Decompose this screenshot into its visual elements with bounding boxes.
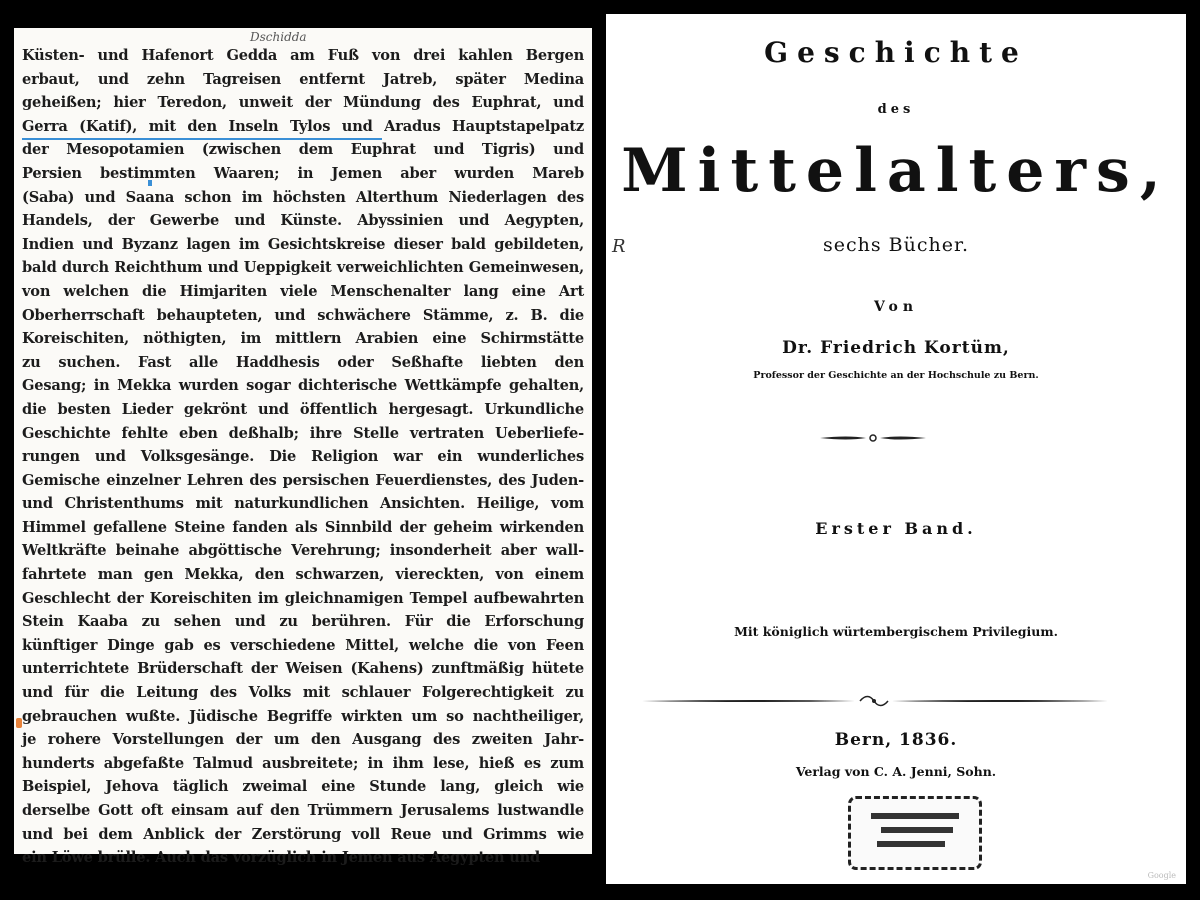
text-line: geheißen; hier Teredon, unweit der Mündung des Euphrat, und bbox=[22, 94, 584, 112]
text-line: unterrichtete Brüderschaft der Weisen (Kahens) zunftmäßig hütete bbox=[22, 660, 584, 678]
publisher: Verlag von C. A. Jenni, Sohn. bbox=[795, 764, 997, 779]
text-line: von welchen die Himjariten viele Menschenalter lang eine Art bbox=[22, 282, 584, 300]
text-line: Weltkräfte beinahe abgöttische Verehrung; insonderheit aber wall- bbox=[22, 542, 584, 560]
text-line: Koreischiten, nöthigten, im mittlern Arabien eine Schirmstätte bbox=[22, 330, 584, 348]
text-line: Oberherrschaft behaupteten, und schwächere Stämme, z. B. die bbox=[22, 306, 584, 324]
author-affiliation: Professor der Geschichte an der Hochschule zu Bern. bbox=[753, 370, 1039, 381]
text-line: rungen und Volksgesänge. Die Religion war ein wunderliches bbox=[22, 448, 584, 466]
text-line: hunderts abgefaßte Talmud ausbreitete; in ihm lese, hieß es zum bbox=[22, 754, 584, 772]
text-line: und Christenthums mit naturkundlichen Ansichten. Heilige, vom bbox=[22, 495, 584, 513]
text-line: Küsten- und Hafenort Gedda am Fuß von drei kahlen Bergen bbox=[22, 47, 584, 64]
text-line: Gemische einzelner Lehren des persischen Feuerdienstes, des Juden- bbox=[22, 471, 584, 489]
volume-label: Erster Band. bbox=[815, 519, 977, 538]
text-line: fahrtete man gen Mekka, den schwarzen, viereckten, von einem bbox=[22, 566, 584, 584]
body-text bbox=[22, 44, 584, 870]
by-line: Von bbox=[873, 299, 919, 315]
title-line-3: Mittelalters, bbox=[621, 136, 1171, 206]
subtitle: sechs Bücher. bbox=[822, 234, 970, 256]
text-line: künftiger Dinge gab es verschiedene Mittel, welche die von Feen bbox=[22, 636, 584, 654]
text-line: Geschlecht der Koreischiten im gleichnamigen Tempel aufbewahrten bbox=[22, 589, 584, 607]
title-line-2: des bbox=[877, 102, 915, 117]
text-line: ein Löwe brülle. Auch das vorzüglich in Jemen aus Aegypten und bbox=[22, 849, 541, 867]
text-line: derselbe Gott oft einsam auf den Trümmern Jerusalems lustwandle bbox=[22, 802, 584, 819]
text-line: Persien bestimmten Waaren; in Jemen aber wurden Mareb bbox=[22, 164, 584, 182]
ornament-divider bbox=[818, 432, 928, 444]
text-line: je rohere Vorstellungen der um den Ausgang des zweiten Jahr- bbox=[22, 731, 584, 749]
text-line: und bei dem Anblick der Zerstörung voll Reue und Grimms wie bbox=[22, 825, 584, 843]
title-page bbox=[606, 14, 1186, 884]
text-line: Beispiel, Jehova täglich zweimal eine Stunde lang, gleich wie bbox=[22, 778, 584, 796]
text-line: Himmel gefallene Steine fanden als Sinnbild der geheim wirkenden bbox=[22, 518, 584, 536]
handwritten-note: Dschidda bbox=[250, 30, 307, 44]
title-line-1: Geschichte bbox=[764, 36, 1028, 69]
text-line: der Mesopotamien (zwischen dem Euphrat und Tigris) und bbox=[22, 141, 584, 159]
watermark: Google bbox=[1147, 871, 1176, 880]
text-line: Indien und Byzanz lagen im Gesichtskreise dieser bald gebildeten, bbox=[22, 235, 584, 253]
text-line: (Saba) und Saana schon im höchsten Alterthum Niederlagen des bbox=[22, 188, 584, 206]
text-line: die besten Lieder gekrönt und öffentlich hergesagt. Urkundliche bbox=[22, 400, 584, 418]
author-name: Dr. Friedrich Kortüm, bbox=[782, 338, 1010, 358]
ornament-rule bbox=[640, 694, 1110, 708]
text-line: Geschichte fehlte eben deßhalb; ihre Stelle vertraten Ueberliefe- bbox=[22, 424, 584, 442]
text-line: zu suchen. Fast alle Haddhesis oder Seßhafte liebten den bbox=[22, 353, 584, 371]
text-line: gebrauchen wußte. Jüdische Begriffe wirkten um so nachtheiliger, bbox=[22, 707, 584, 725]
place-year: Bern, 1836. bbox=[834, 730, 958, 750]
privilege-note: Mit königlich würtembergischem Privilegium. bbox=[734, 624, 1058, 639]
text-line: Stein Kaaba zu sehen und zu berühren. Für die Erforschung bbox=[22, 613, 584, 631]
text-line: und für die Leitung des Volks mit schlauer Folgerechtigkeit zu bbox=[22, 684, 584, 702]
text-line: Gesang; in Mekka wurden sogar dichterische Wettkämpfe gehalten, bbox=[22, 377, 584, 395]
margin-mark: R bbox=[612, 236, 626, 257]
text-line: bald durch Reichthum und Ueppigkeit verweichlichten Gemeinwesen, bbox=[22, 259, 584, 277]
library-stamp bbox=[848, 796, 982, 870]
left-page bbox=[14, 28, 592, 867]
text-line: Handels, der Gewerbe und Künste. Abyssinien und Aegypten, bbox=[22, 212, 584, 230]
text-line: Gerra (Katif), mit den Inseln Tylos und Aradus Hauptstapelpatz bbox=[22, 117, 584, 135]
text-line: erbaut, und zehn Tagreisen entfernt Jatreb, später Medina bbox=[22, 70, 584, 88]
